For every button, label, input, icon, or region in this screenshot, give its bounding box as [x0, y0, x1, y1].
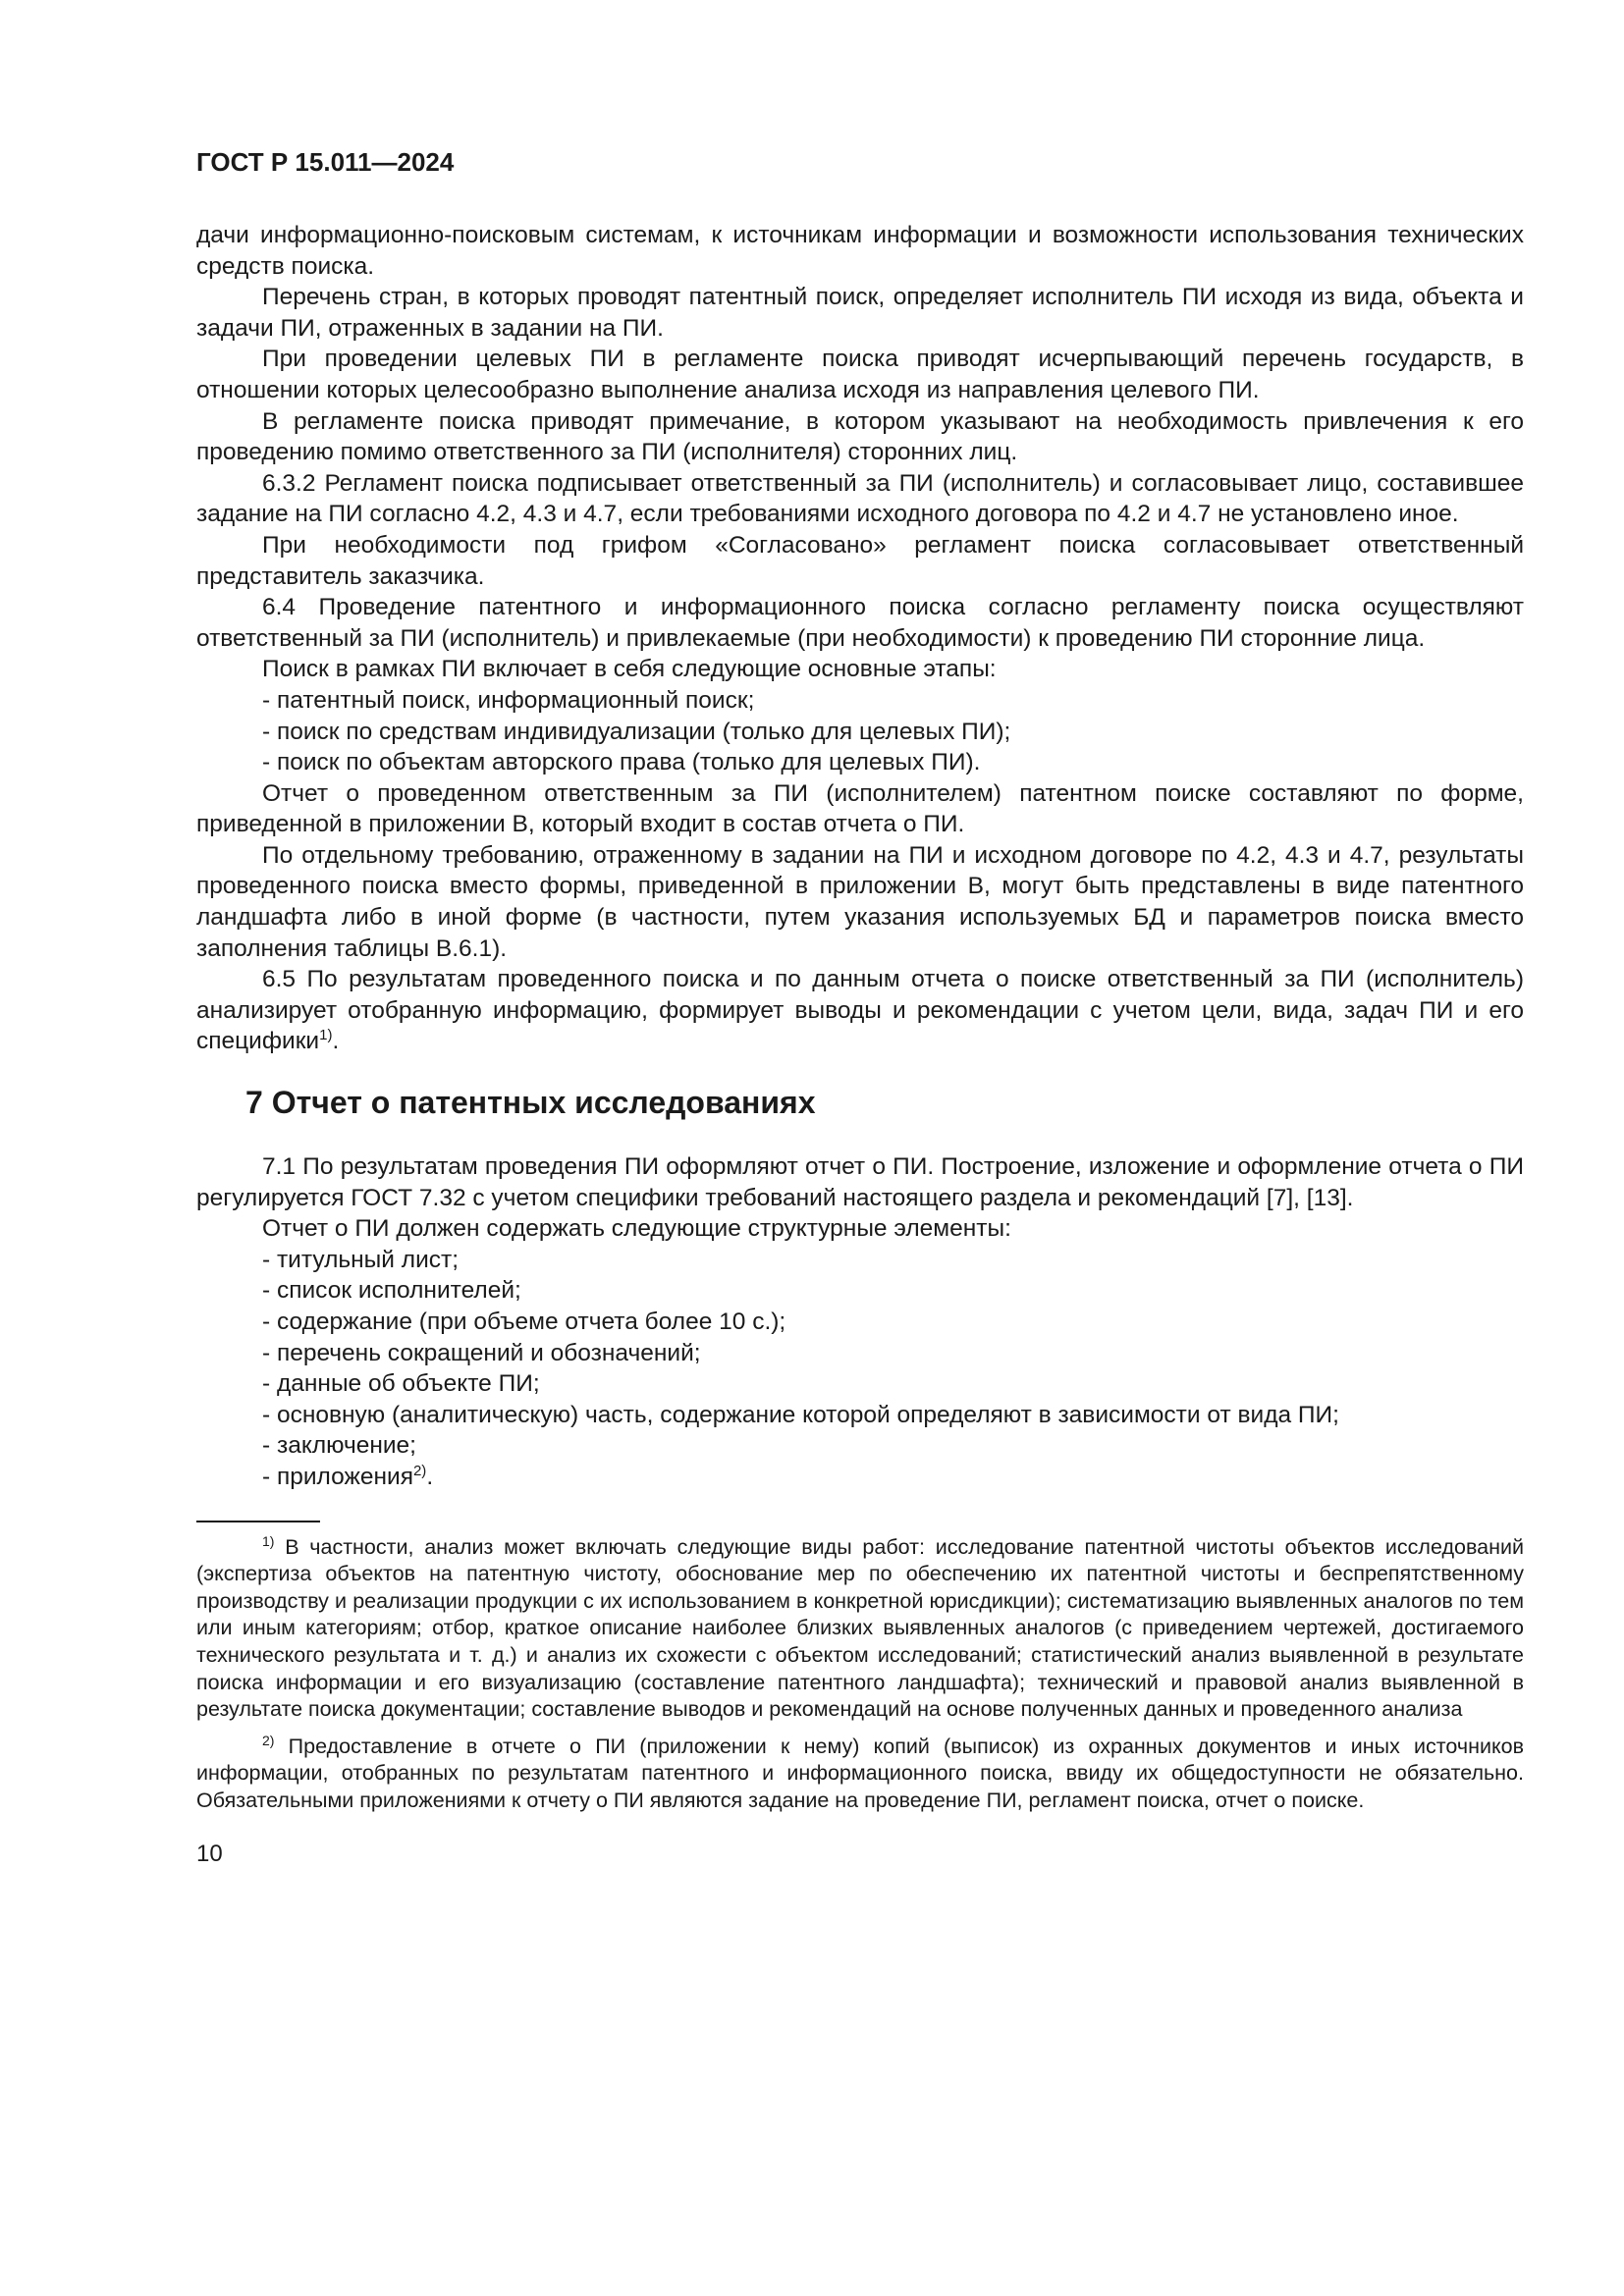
paragraph: При проведении целевых ПИ в регламенте поиска приводят исчерпывающий перечень государств, в отношении которых целесообразно выполнение анализа исходя из направления целевого ПИ. — [196, 346, 1524, 403]
paragraph: Поиск в рамках ПИ включает в себя следующие основные этапы: — [262, 656, 997, 683]
footnote-ref: 1) — [319, 1027, 333, 1044]
footnote-text: Предоставление в отчете о ПИ (приложении к нему) копий (выписок) из охранных документов и иных источников информации, отобранных по результатам патентного и информационного поиска, ввиду их общедоступности не обязательно. Обязательными приложениями к отчету о ПИ являются задание на проведение ПИ, регламент поиска, отчет о поиске. — [196, 1734, 1524, 1812]
list-item: - патентный поиск, информационный поиск; — [262, 686, 755, 714]
paragraph: Отчет о проведенном ответственным за ПИ (исполнителем) патентном поиске составляют по форме, приведенной в приложении В, который входит в состав отчета о ПИ. — [196, 779, 1524, 838]
footnotes — [196, 1534, 1524, 1815]
list-item: - поиск по объектам авторского права (только для целевых ПИ). — [262, 749, 981, 776]
list-item-text: - приложения — [262, 1463, 413, 1490]
list-item: - перечень сокращений и обозначений; — [262, 1339, 701, 1366]
clause-6-4: 6.4 Проведение патентного и информационного поиска согласно регламенту поиска осуществляют ответственный за ПИ (исполнитель) и привлекаемые (при необходимости) к проведению ПИ сторонние лица. — [196, 594, 1524, 652]
search-stages-list — [196, 685, 1524, 778]
page-number: 10 — [196, 1840, 223, 1867]
body-text — [196, 220, 1524, 1493]
footnote — [196, 1534, 1524, 1724]
list-item: - основную (аналитическую) часть, содержание которой определяют в зависимости от вида ПИ; — [262, 1401, 1339, 1428]
paragraph: дачи информационно-поисковым системам, к источникам информации и возможности использования технических средств поиска. — [196, 222, 1524, 280]
footnote-text: В частности, анализ может включать следующие виды работ: исследование патентной чистоты объектов исследований (экспертиза объектов на патентную чистоту, обоснование мер по обеспечению их патентной чистоты и беспрепятственному производству и реализации продукции с их использованием в конкретной юрисдикции); систематизацию выявленных аналогов по тем или иным категориям; отбор, краткое описание наиболее близких выявленных аналогов (с приведением чертежей, достигаемого технического результата и т. д.) и анализ их схожести с объектом исследований; статистический анализ выявленной в результате поиска информации и его визуализацию (составление патентного ландшафта); технический и правовой анализ выявленной в результате поиска документации; составление выводов и рекомендаций на основе полученных данных и проведенного анализа — [196, 1534, 1524, 1722]
footnote-mark: 2) — [262, 1732, 275, 1748]
clause-6-5 — [196, 964, 1524, 1057]
footnote-mark: 1) — [262, 1532, 275, 1549]
list-item-end: . — [426, 1463, 434, 1490]
paragraph: При необходимости под грифом «Согласовано» регламент поиска согласовывает ответственный представитель заказчика. — [196, 531, 1524, 590]
paragraph: Перечень стран, в которых проводят патентный поиск, определяет исполнитель ПИ исходя из вида, объекта и задачи ПИ, отраженных в задании на ПИ. — [196, 284, 1524, 342]
paragraph: В регламенте поиска приводят примечание, в котором указывают на необходимость привлечения к его проведению помимо ответственного за ПИ (исполнителя) сторонних лиц. — [196, 407, 1524, 466]
paragraph: Отчет о ПИ должен содержать следующие структурные элементы: — [262, 1215, 1011, 1243]
list-item: - титульный лист; — [262, 1246, 460, 1273]
list-item: - содержание (при объеме отчета более 10 с.); — [262, 1308, 786, 1335]
footnote — [196, 1734, 1524, 1815]
document-header: ГОСТ Р 15.011—2024 — [196, 147, 455, 177]
list-item: - данные об объекте ПИ; — [262, 1370, 540, 1398]
report-elements-list — [196, 1245, 1524, 1493]
list-item: - поиск по средствам индивидуализации (только для целевых ПИ); — [262, 718, 1011, 745]
footnote-ref: 2) — [412, 1462, 427, 1479]
footnote-divider — [196, 1521, 320, 1522]
list-item: - список исполнителей; — [262, 1277, 521, 1305]
clause-6-5-text: 6.5 По результатам проведенного поиска и по данным отчета о поиске ответственный за ПИ (исполнитель) анализирует отобранную информацию, формирует выводы и рекомендации с учетом цели, вида, задач ПИ и его специфики — [196, 966, 1524, 1055]
clause-6-3-2: 6.3.2 Регламент поиска подписывает ответственный за ПИ (исполнитель) и согласовывает лицо, составившее задание на ПИ согласно 4.2, 4.3 и 4.7, если требованиями исходного договора по 4.2 и 4.7 не установлено иное. — [196, 469, 1524, 528]
document-page — [196, 147, 1524, 2258]
list-item — [196, 1462, 1524, 1493]
clause-7-1: 7.1 По результатам проведения ПИ оформляют отчет о ПИ. Построение, изложение и оформление отчета о ПИ регулируется ГОСТ 7.32 с учетом специфики требований настоящего раздела и рекомендаций [7], [13]. — [196, 1153, 1524, 1211]
paragraph: По отдельному требованию, отраженному в задании на ПИ и исходном договоре по 4.2, 4.3 и 4.7, результаты проведенного поиска вместо формы, приведенной в приложении В, могут быть представлены в виде патентного ландшафта либо в иной форме (в частности, путем указания используемых БД и параметров поиска вместо заполнения таблицы В.6.1). — [196, 841, 1524, 962]
clause-6-5-end: . — [332, 1028, 340, 1055]
list-item: - заключение; — [262, 1432, 416, 1460]
section-title: 7 Отчет о патентных исследованиях — [245, 1085, 816, 1121]
